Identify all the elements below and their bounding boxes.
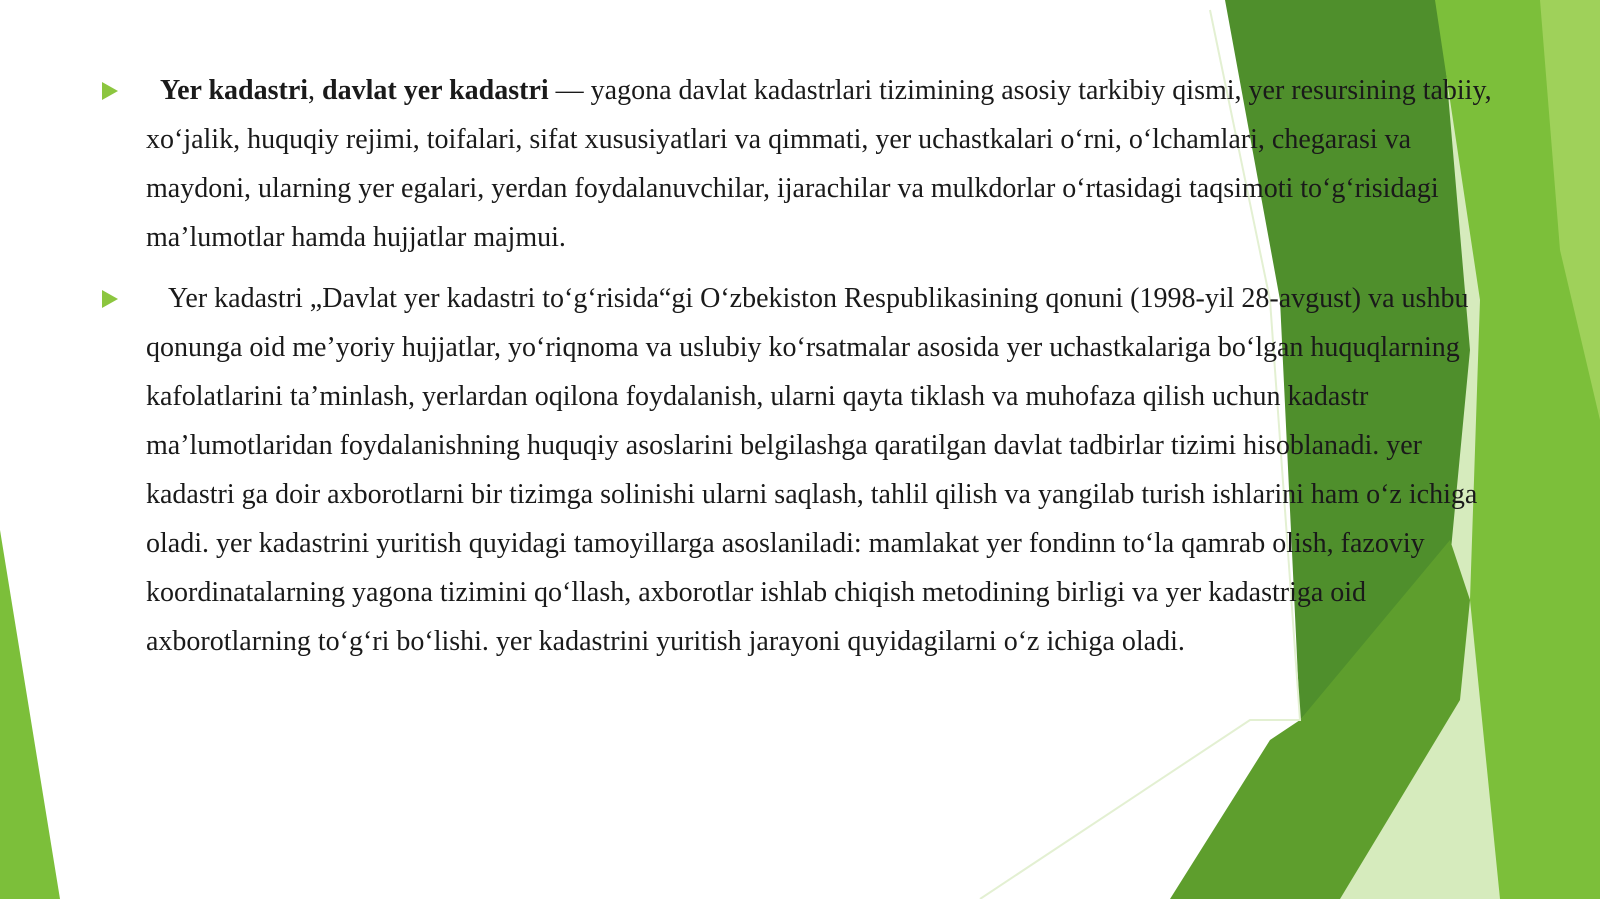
term-davlat-yer-kadastri: davlat yer kadastri [322, 75, 549, 106]
bullet-paragraph-2 [100, 274, 1500, 666]
triangle-right-icon [102, 82, 118, 100]
slide-content [100, 66, 1500, 678]
bullet-paragraph-1 [100, 66, 1500, 262]
triangle-right-icon [102, 290, 118, 308]
definition-text: — yagona davlat kadastrlari tizimining asosiy tarkibiy qismi, yer resursining tabiiy, xo‘jalik, huquqiy rejimi, toifalari, sifat xususiyatlari va qimmati, yer uchastkalari o‘rni, o‘lchamlari, chegarasi va maydoni, ularning yer egalari, yerdan foydalanuvchilar, ijarachilar va mulkdorlar o‘rtasidagi taqsimoti to‘g‘risidagi ma’lumotlar hamda hujjatlar majmui. [146, 75, 1492, 253]
paragraph-1-text [146, 66, 1500, 262]
term-yer-kadastri: Yer kadastri [160, 75, 309, 106]
paragraph-2-text: Yer kadastri „Davlat yer kadastri to‘g‘risida“gi O‘zbekiston Respublikasining qonuni (1998-yil 28-avgust) va ushbu qonunga oid me’yoriy hujjatlar, yo‘riqnoma va uslubiy ko‘rsatmalar asosida yer uchastkalariga bo‘lgan huquqlarning kafolatlarini ta’minlash, yerlardan oqilona foydalanish, ularni qayta tiklash va muhofaza qilish uchun kadastr ma’lumotlaridan foydalanishning huquqiy asoslarini belgilashga qaratilgan davlat tadbirlar tizimi hisoblanadi. yer kadastri ga doir axborotlarni bir tizimga solinishi ularni saqlash, tahlil qilish va yangilab turish ishlarini ham o‘z ichiga oladi. yer kadastrini yuritish quyidagi tamoyillarga asoslaniladi: mamlakat yer fondinn to‘la qamrab olish, fazoviy koordinatalarning yagona tizimini qo‘llash, axborotlar ishlab chiqish metodining birligi va yer kadastriga oid axborotlarning to‘g‘ri bo‘lishi. yer kadastrini yuritish jarayoni quyidagilarni o‘z ichiga oladi. [146, 283, 1478, 657]
decor-facet-bottom-left [0, 530, 60, 899]
term-separator: , [308, 75, 323, 106]
